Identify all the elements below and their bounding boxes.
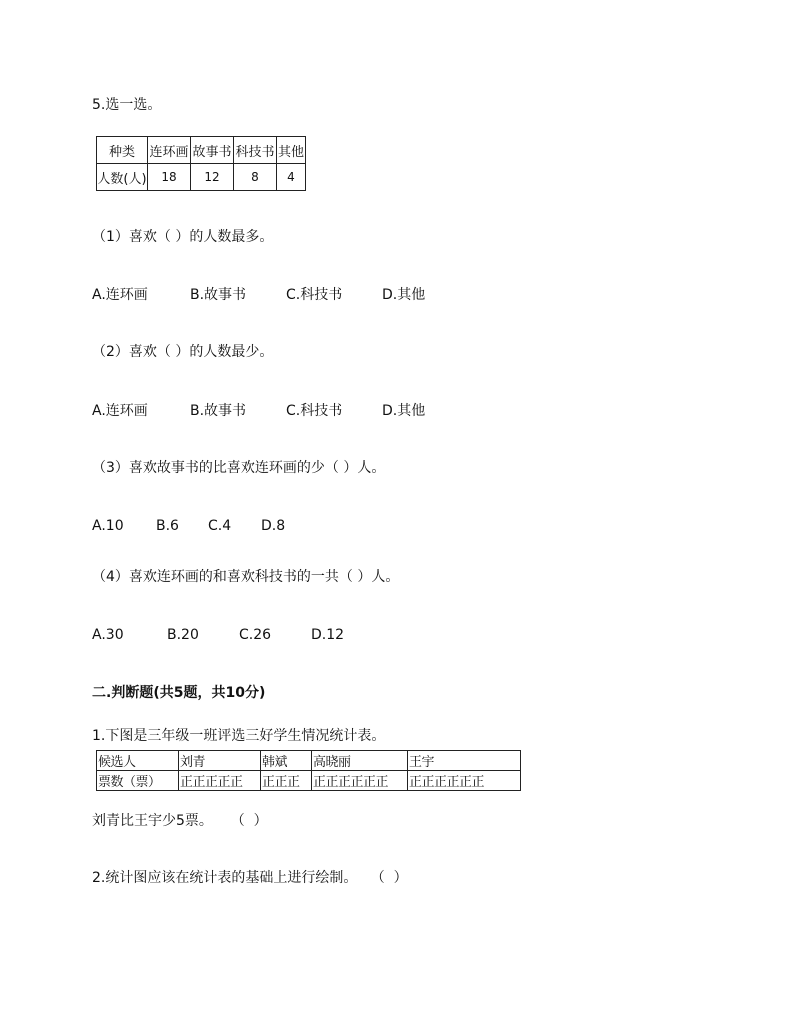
table-cell: 正正正正正 (179, 771, 261, 791)
table-row-label: 人数(人) (97, 164, 148, 191)
option-a: A.10 (92, 518, 124, 534)
table-header-row (97, 751, 521, 771)
table-cell: 正正正正正正 (408, 771, 521, 791)
sub-question-4: （4）喜欢连环画的和喜欢科技书的一共（ ）人。 (92, 569, 400, 585)
table-header-cell: 王宇 (408, 751, 521, 771)
table-cell: 18 (148, 164, 191, 191)
table-header-cell: 刘青 (179, 751, 261, 771)
option-b: B.20 (167, 627, 199, 643)
table-header-cell: 候选人 (97, 751, 179, 771)
judgment-question-2: 2.统计图应该在统计表的基础上进行绘制。 （ ） (92, 870, 408, 886)
table-cell: 8 (234, 164, 277, 191)
table-cell: 正正正 (261, 771, 312, 791)
option-d: D.其他 (382, 403, 426, 419)
sub-question-2: （2）喜欢（ ）的人数最少。 (92, 344, 274, 360)
table-header-cell: 科技书 (234, 137, 277, 164)
table-row (97, 771, 521, 791)
table-row (97, 164, 306, 191)
table-row-label: 票数（票） (97, 771, 179, 791)
option-b: B.故事书 (190, 403, 247, 419)
judgment-statement-1: 刘青比王宇少5票。 （ ） (92, 813, 268, 829)
book-type-table (96, 136, 306, 191)
option-c: C.科技书 (286, 403, 343, 419)
table-cell: 12 (191, 164, 234, 191)
question-5-title: 5.选一选。 (92, 97, 162, 113)
option-a: A.连环画 (92, 403, 148, 419)
option-c: C.26 (239, 627, 272, 643)
table-cell: 正正正正正正 (312, 771, 408, 791)
table-header-cell: 高晓丽 (312, 751, 408, 771)
option-d: D.其他 (382, 287, 426, 303)
option-a: A.连环画 (92, 287, 148, 303)
table-header-cell: 故事书 (191, 137, 234, 164)
option-c: C.4 (208, 518, 232, 534)
sub-question-3: （3）喜欢故事书的比喜欢连环画的少（ ）人。 (92, 460, 386, 476)
sub-question-1: （1）喜欢（ ）的人数最多。 (92, 229, 274, 245)
table-cell: 4 (277, 164, 306, 191)
option-d: D.8 (261, 518, 286, 534)
option-b: B.6 (156, 518, 179, 534)
option-d: D.12 (311, 627, 345, 643)
option-c: C.科技书 (286, 287, 343, 303)
table-header-cell: 其他 (277, 137, 306, 164)
judgment-question-1: 1.下图是三年级一班评选三好学生情况统计表。 (92, 728, 386, 744)
table-header-cell: 种类 (97, 137, 148, 164)
vote-table (96, 750, 521, 791)
section-heading: 二.判断题(共5题，共10分) (92, 685, 266, 701)
option-a: A.30 (92, 627, 124, 643)
table-header-cell: 连环画 (148, 137, 191, 164)
table-header-cell: 韩斌 (261, 751, 312, 771)
table-header-row (97, 137, 306, 164)
option-b: B.故事书 (190, 287, 247, 303)
